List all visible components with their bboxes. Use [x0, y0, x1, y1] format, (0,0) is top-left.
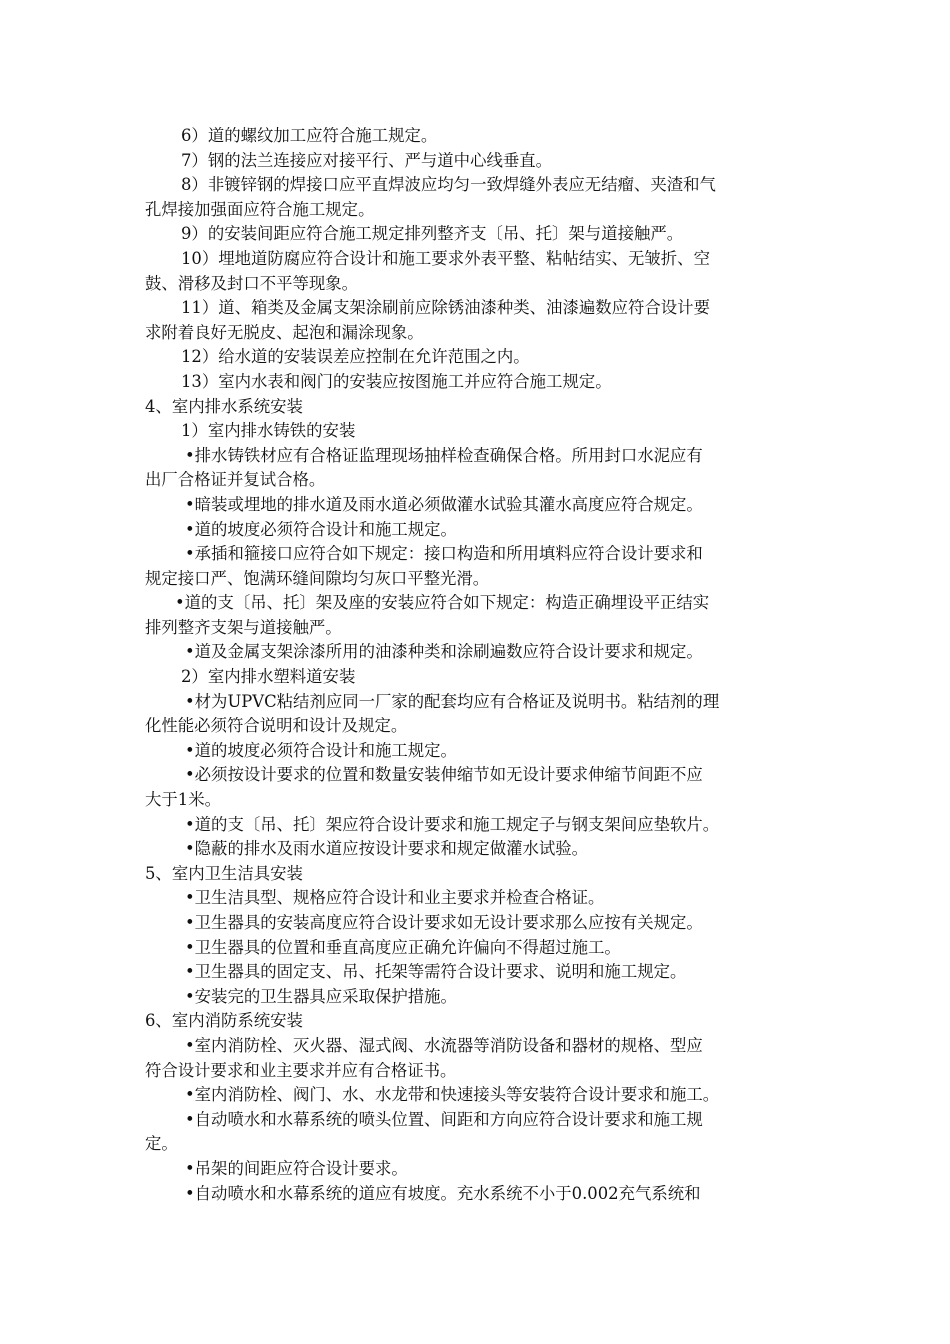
text-line: 鼓、滑移及封口不平等现象。 [145, 273, 359, 293]
text-line: •道及金属支架涂漆所用的油漆种类和涂刷遍数应符合设计要求和规定。 [185, 642, 703, 662]
text-line: 孔焊接加强面应符合施工规定。 [145, 199, 375, 219]
text-line: •卫生器具的固定支、吊、托架等需符合设计要求、说明和施工规定。 [185, 962, 687, 982]
text-line: 13）室内水表和阀门的安装应按图施工并应符合施工规定。 [181, 371, 612, 391]
text-line: •卫生洁具型、规格应符合设计和业主要求并检查合格证。 [185, 888, 605, 908]
text-line: 出厂合格证并复试合格。 [145, 470, 326, 490]
text-line: 10）埋地道防腐应符合设计和施工要求外表平整、粘帖结实、无皱折、空 [181, 248, 710, 268]
text-line: •暗装或埋地的排水道及雨水道必须做灌水试验其灌水高度应符合规定。 [185, 494, 703, 514]
text-line: 6）道的螺纹加工应符合施工规定。 [181, 126, 438, 145]
text-line: •自动喷水和水幕系统的道应有坡度。充水系统不小于0.002充气系统和 [185, 1183, 701, 1203]
text-line: •自动喷水和水幕系统的喷头位置、间距和方向应符合设计要求和施工规 [185, 1109, 703, 1129]
text-line: 5、室内卫生洁具安装 [145, 863, 303, 883]
text-line: •卫生器具的安装高度应符合设计要求如无设计要求那么应按有关规定。 [185, 913, 703, 932]
text-line: •卫生器具的位置和垂直高度应正确允许偏向不得超过施工。 [185, 937, 621, 957]
text-line: •道的支〔吊、托〕架及座的安装应符合如下规定：构造正确埋设平正结实 [175, 593, 710, 613]
text-line: •室内消防栓、灭火器、湿式阀、水流器等消防设备和器材的规格、型应 [185, 1035, 703, 1055]
text-line: 规定接口严、饱满环缝间隙均匀灰口平整光滑。 [145, 568, 490, 588]
document-body [145, 124, 807, 1206]
text-line: 定。 [145, 1134, 178, 1154]
text-line: 1）室内排水铸铁的安装 [181, 421, 356, 441]
text-line: 9）的安装间距应符合施工规定排列整齐支〔吊、托〕架与道接触严。 [181, 224, 684, 244]
text-line: 12）给水道的安装误差应控制在允许范围之内。 [181, 347, 530, 367]
text-line: •道的支〔吊、托〕架应符合设计要求和施工规定子与钢支架间应垫软片。 [185, 814, 720, 834]
text-line: 排列整齐支架与道接触严。 [145, 617, 342, 637]
text-line: •隐蔽的排水及雨水道应按设计要求和规定做灌水试验。 [185, 839, 589, 859]
text-line: 2）室内排水塑料道安装 [181, 667, 356, 687]
text-line: 符合设计要求和业主要求并应有合格证书。 [145, 1060, 457, 1080]
text-line: •道的坡度必须符合设计和施工规定。 [185, 519, 457, 539]
text-line: •道的坡度必须符合设计和施工规定。 [185, 740, 457, 760]
text-line: •承插和箍接口应符合如下规定：接口构造和所用填料应符合设计要求和 [185, 544, 703, 564]
text-line: 6、室内消防系统安装 [145, 1011, 303, 1031]
text-line: •排水铸铁材应有合格证监理现场抽样检查确保合格。所用封口水泥应有 [185, 445, 703, 465]
text-line: 8）非镀锌钢的焊接口应平直焊波应均匀一致焊缝外表应无结瘤、夹渣和气 [181, 175, 716, 195]
text-line: 化性能必须符合说明和设计及规定。 [145, 716, 408, 736]
text-line: •安装完的卫生器具应采取保护措施。 [185, 986, 457, 1006]
text-line: 大于1米。 [145, 790, 221, 810]
text-line: •室内消防栓、阀门、水、水龙带和快速接头等安装符合设计要求和施工。 [185, 1085, 720, 1105]
text-line: •材为UPVC粘结剂应同一厂家的配套均应有合格证及说明书。粘结剂的理 [185, 691, 720, 711]
text-line: 4、室内排水系统安装 [145, 396, 303, 416]
text-line: 求附着良好无脱皮、起泡和漏涂现象。 [145, 322, 424, 342]
text-line: •吊架的间距应符合设计要求。 [185, 1158, 408, 1178]
text-line: 11）道、箱类及金属支架涂刷前应除锈油漆种类、油漆遍数应符合设计要 [181, 298, 710, 318]
text-line: 7）钢的法兰连接应对接平行、严与道中心线垂直。 [181, 150, 553, 170]
text-line: •必须按设计要求的位置和数量安装伸缩节如无设计要求伸缩节间距不应 [185, 765, 703, 785]
